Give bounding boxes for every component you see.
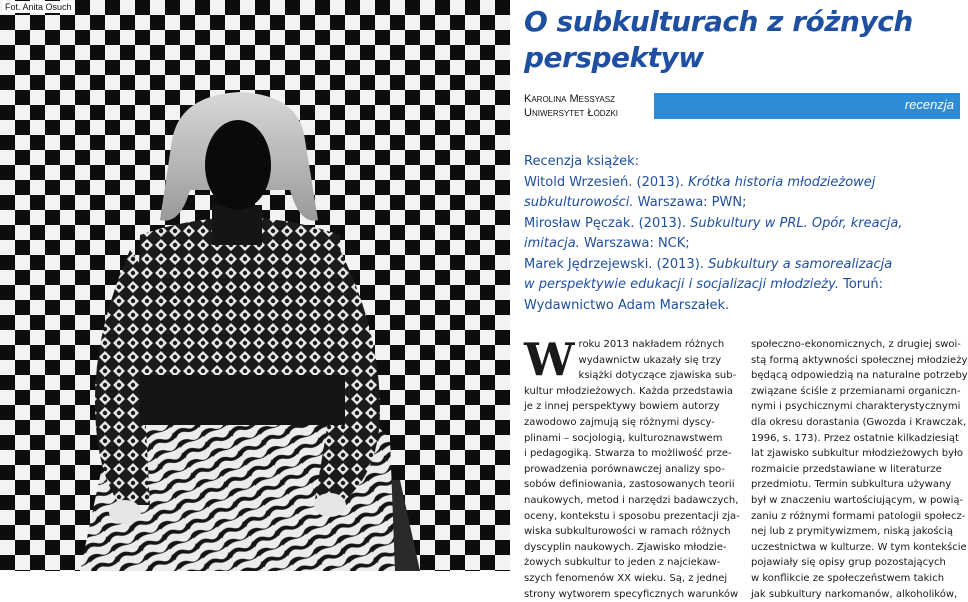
author-block — [524, 92, 618, 120]
text-line: żowych subkultur to jeden z najciekaw- — [524, 555, 734, 571]
text-line: związane ściśle z przemianami organiczn- — [751, 384, 960, 400]
text-line: i pedagogiką. Stwarza to możliwość prze- — [524, 446, 734, 462]
text-line: roku 2013 nakładem różnych — [524, 337, 734, 353]
portrait-figure — [0, 0, 510, 571]
text-line: wydawnictw ukazały się trzy — [524, 353, 734, 369]
section-label: recenzja — [905, 97, 954, 112]
text-line: nymi i psychicznymi charakterystycznymi — [751, 399, 960, 415]
text-line: książki dotyczące zjawiska sub- — [524, 368, 734, 384]
text-line: wiska subkulturowości w ramach różnych — [524, 524, 734, 540]
drop-cap: W — [524, 341, 575, 379]
text-line: dyscyplin naukowych. Zjawisko młodzie- — [524, 540, 734, 556]
review-bibliography — [524, 152, 954, 316]
body-text-right — [751, 337, 960, 602]
text-line: przedmiotu. Termin subkultura używany — [751, 477, 960, 493]
body-column-left — [524, 337, 734, 602]
review-label: Recenzja książek: — [524, 152, 954, 173]
text-line: jak subkultury narkomanów, alkoholików, — [751, 587, 960, 602]
author-name: Karolina Messyasz — [524, 92, 618, 106]
text-line: zawodowo zajmują się różnymi dyscy- — [524, 415, 734, 431]
section-label-bar — [654, 93, 960, 119]
book-entry-2: Mirosław Pęczak. (2013). Subkultury w PRL. Opór, kreacja, imitacja. Warszawa: NCK; — [524, 214, 954, 255]
text-line: zaniu z różnymi formami patologii społecz- — [751, 509, 960, 525]
text-line: kultur młodzieżowych. Każda przedstawia — [524, 384, 734, 400]
article-title: O subkulturach z różnych perspektyw — [524, 4, 954, 76]
text-line: społeczno-ekonomicznych, z drugiej swoi- — [751, 337, 960, 353]
text-line: prowadzenia porównawczej analizy spo- — [524, 462, 734, 478]
text-line: uczestnictwa w kulturze. W tym kontekście — [751, 540, 960, 556]
article-photo — [0, 0, 510, 571]
text-line: stą formą aktywności społecznej młodzieży — [751, 353, 960, 369]
text-line: nej lub z prymitywizmem, niską jakością — [751, 524, 960, 540]
text-line: naukowych, metod i narzędzi badawczych, — [524, 493, 734, 509]
book-entry-1: Witold Wrzesień. (2013). Krótka historia młodzieżowej subkulturowości. Warszawa: PWN; — [524, 173, 954, 214]
text-line: był w znaczeniu wartościującym, w powią- — [751, 493, 960, 509]
text-line: rozmaicie przedstawiane w literaturze — [751, 462, 960, 478]
text-line: sobów definiowania, zastosowanych teorii — [524, 477, 734, 493]
author-affiliation: Uniwersytet Łódzki — [524, 106, 618, 120]
text-line: plinami – socjologią, kulturoznawstwem — [524, 431, 734, 447]
text-line: w konflikcie ze społeczeństwem takich — [751, 571, 960, 587]
body-column-right — [751, 337, 960, 602]
book-entry-3: Marek Jędrzejewski. (2013). Subkultury a samorealizacja w perspektywie edukacji i socjalizacji młodzieży. Toruń: Wydawnictwo Adam Marszałek. — [524, 255, 954, 317]
text-line: dla okresu dorastania (Gwozda i Krawczak, — [751, 415, 960, 431]
text-line: strony wytworem specyficznych warunków — [524, 587, 734, 602]
text-line: będącą odpowiedzią na naturalne potrzeby — [751, 368, 960, 384]
text-line: szych fenomenów XX wieku. Są, z jednej — [524, 571, 734, 587]
photo-credit: Fot. Anita Osuch — [2, 1, 75, 13]
text-line: 1996, s. 173). Przez ostatnie kilkadziesiąt — [751, 431, 960, 447]
text-line: je z innej perspektywy bowiem autorzy — [524, 399, 734, 415]
text-line: oceny, kontekstu i sposobu prezentacji zja- — [524, 509, 734, 525]
text-line: lat zjawisko subkultur młodzieżowych było — [751, 446, 960, 462]
text-line: pojawiały się opisy grup pozostających — [751, 555, 960, 571]
